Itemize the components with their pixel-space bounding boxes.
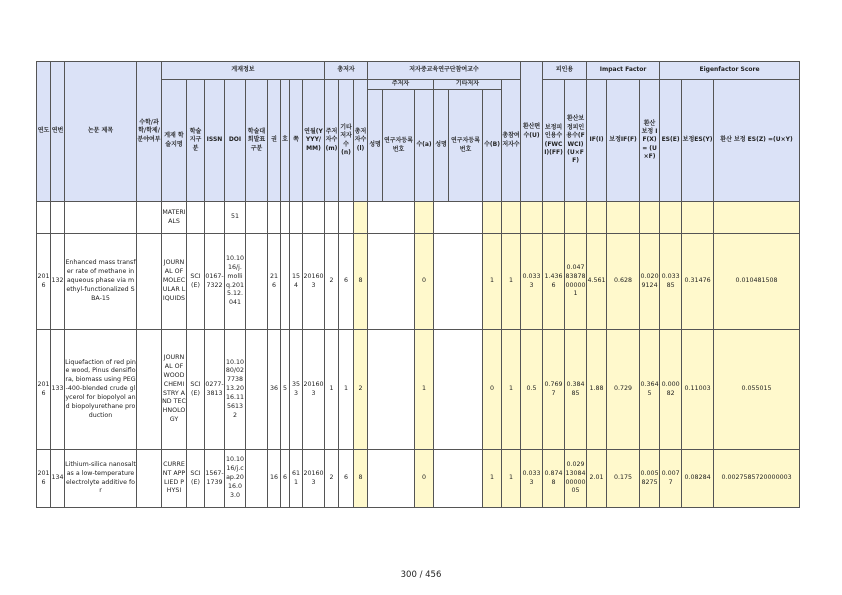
header-serial: 연번 [51, 62, 65, 202]
cell-primary-reg [383, 202, 415, 234]
header-if: IF(I) [587, 80, 607, 202]
cell-es-corrected: 0.11003 [682, 330, 714, 450]
cell-fwci: 0.8748 [543, 450, 565, 508]
research-paper-table [36, 61, 800, 508]
cell-fwci-converted: 0.029130840000005 [565, 450, 587, 508]
header-volume: 권 [268, 80, 281, 202]
header-fwci: 보정피인용수(FWCI)(FF) [543, 80, 565, 202]
cell-serial: 132 [51, 234, 65, 330]
cell-main-author-count: 1 [325, 330, 339, 450]
cell-primary-name [368, 202, 383, 234]
header-if-converted: 환산 보정 IF(X) = (U×F) [640, 80, 660, 202]
header-score: 환산편수(U) [521, 62, 543, 202]
header-other-reg: 연구자등록번호 [449, 90, 483, 202]
cell-es [660, 202, 682, 234]
cell-other-name [434, 450, 449, 508]
cell-doi: 51 [225, 202, 246, 234]
cell-other-count: 0 [483, 330, 502, 450]
cell-edu [246, 330, 268, 450]
cell-if: 4.561 [587, 234, 607, 330]
cell-doi: 10.1016/j.cap.2016.03.0 [225, 450, 246, 508]
cell-primary-reg [383, 234, 415, 330]
cell-score: 0.0333 [521, 234, 543, 330]
cell-volume [268, 202, 281, 234]
cell-fwci-converted: 0.38485 [565, 330, 587, 450]
cell-main-author-count [325, 202, 339, 234]
cell-journal: CURRENT APPLIED PHYSI [162, 450, 187, 508]
header-eigenfactor: Eigenfactor Score [660, 62, 800, 80]
cell-doi: 10.1016/j.molliq.2015.12.041 [225, 234, 246, 330]
cell-main-author-count: 2 [325, 234, 339, 330]
cell-issn: 1567-1739 [205, 450, 225, 508]
cell-es-corrected [682, 202, 714, 234]
cell-year [37, 202, 51, 234]
cell-issue [281, 234, 290, 330]
cell-fwci [543, 202, 565, 234]
cell-primary-count: 0 [415, 450, 434, 508]
cell-es-corrected: 0.31476 [682, 234, 714, 330]
header-primary-reg: 연구자등록번호 [383, 90, 415, 202]
cell-volume: 216 [268, 234, 281, 330]
cell-category: SCI(E) [187, 234, 205, 330]
cell-if [587, 202, 607, 234]
header-edu: 학술대회발표구분 [246, 80, 268, 202]
cell-primary-name [368, 234, 383, 330]
cell-primary-count: 0 [415, 234, 434, 330]
header-doi: DOI [225, 80, 246, 202]
cell-page: 353 [290, 330, 303, 450]
cell-other-author-count: 6 [339, 234, 354, 330]
cell-date: 201603 [303, 234, 325, 330]
cell-issn: 0167-7322 [205, 234, 225, 330]
cell-category [187, 202, 205, 234]
table-row [37, 450, 800, 508]
cell-other-name [434, 234, 449, 330]
cell-total-authors: 2 [354, 330, 368, 450]
cell-if-converted: 0.0209124 [640, 234, 660, 330]
cell-other-name [434, 330, 449, 450]
header-es: ES(E) [660, 80, 682, 202]
cell-su [137, 202, 162, 234]
cell-other-author-count [339, 202, 354, 234]
cell-category: SCI(E) [187, 330, 205, 450]
cell-other-count: 1 [483, 234, 502, 330]
cell-if: 2.01 [587, 450, 607, 508]
cell-if-converted: 0.3645 [640, 330, 660, 450]
cell-primary-reg [383, 330, 415, 450]
table-row [37, 234, 800, 330]
cell-title: Lithium-silica nanosalt as a low-temperature electrolyte additive for [65, 450, 137, 508]
cell-issn [205, 202, 225, 234]
cell-title [65, 202, 137, 234]
header-author-totals: 총저자 [325, 62, 368, 80]
cell-category: SCI(E) [187, 450, 205, 508]
cell-score: 0.5 [521, 330, 543, 450]
header-primary-author: 주저자 [368, 80, 434, 90]
cell-total-participants: 1 [502, 450, 521, 508]
cell-su [137, 450, 162, 508]
cell-journal: JOURNAL OF MOLECULAR LIQUIDS [162, 234, 187, 330]
cell-total-authors [354, 202, 368, 234]
table-row [37, 202, 800, 234]
header-participating-faculty: 저자중교육연구단참여교수 [368, 62, 521, 80]
cell-if-corrected: 0.175 [607, 450, 640, 508]
header-fwci-converted: 환산보정피인용수(FWCI)(U×FF) [565, 80, 587, 202]
cell-if: 1.88 [587, 330, 607, 450]
cell-volume: 16 [268, 450, 281, 508]
cell-date [303, 202, 325, 234]
cell-es: 0.0077 [660, 450, 682, 508]
header-other-author: 기타저자 [434, 80, 502, 90]
cell-fwci: 1.4366 [543, 234, 565, 330]
cell-year: 2016 [37, 234, 51, 330]
cell-issue: 5 [281, 330, 290, 450]
cell-score [521, 202, 543, 234]
cell-es-corrected: 0.08284 [682, 450, 714, 508]
cell-year: 2016 [37, 330, 51, 450]
cell-other-reg [449, 202, 483, 234]
header-total-authors: 총저자수(l) [354, 80, 368, 202]
cell-other-name [434, 202, 449, 234]
cell-title: Enhanced mass transfer rate of methane in aqueous phase via methyl-functionalized SBA-15 [65, 234, 137, 330]
cell-total-participants: 1 [502, 330, 521, 450]
cell-es: 0.03385 [660, 234, 682, 330]
cell-su [137, 330, 162, 450]
header-other-name: 성명 [434, 90, 449, 202]
cell-other-reg [449, 234, 483, 330]
cell-score: 0.0333 [521, 450, 543, 508]
cell-other-count [483, 202, 502, 234]
cell-title: Liquefaction of red pine wood, Pinus densiflora, biomass using PEG-400-blended crude glycerol for biopolyol and biopolyurethane production [65, 330, 137, 450]
header-citation: 피인용 [543, 62, 587, 80]
cell-fwci-converted: 0.04783878000001 [565, 234, 587, 330]
header-journal: 게재 학술지명 [162, 80, 187, 202]
header-es-corrected: 보정ES(Y) [682, 80, 714, 202]
header-main-author-count: 주저자수(m) [325, 80, 339, 202]
cell-total-authors: 8 [354, 234, 368, 330]
cell-journal: JOURNAL OF WOOD CHEMISTRY AND TECHNOLOGY [162, 330, 187, 450]
cell-issue [281, 202, 290, 234]
cell-primary-name [368, 450, 383, 508]
cell-if-converted: 0.0058275 [640, 450, 660, 508]
cell-total-authors: 8 [354, 450, 368, 508]
cell-other-reg [449, 450, 483, 508]
cell-total-participants: 1 [502, 234, 521, 330]
cell-other-reg [449, 330, 483, 450]
header-issn: ISSN [205, 80, 225, 202]
cell-other-author-count: 1 [339, 330, 354, 450]
header-primary-count: 수(a) [415, 90, 434, 202]
cell-doi: 10.1080/02773813.2016.1156132 [225, 330, 246, 450]
cell-other-count: 1 [483, 450, 502, 508]
header-date: 연월(YYYY/MM) [303, 80, 325, 202]
cell-primary-count [415, 202, 434, 234]
cell-main-author-count: 2 [325, 450, 339, 508]
cell-fwci: 0.7697 [543, 330, 565, 450]
cell-serial: 133 [51, 330, 65, 450]
cell-edu [246, 202, 268, 234]
cell-if-corrected: 0.729 [607, 330, 640, 450]
header-primary-name: 성명 [368, 90, 383, 202]
header-es-converted: 환산 보정 ES(Z) =(U×Y) [714, 80, 800, 202]
cell-primary-reg [383, 450, 415, 508]
cell-journal: MATERIALS [162, 202, 187, 234]
cell-page [290, 202, 303, 234]
cell-date: 201603 [303, 450, 325, 508]
header-year: 연도 [37, 62, 51, 202]
cell-total-participants [502, 202, 521, 234]
header-other-author-count: 기타저자수(n) [339, 80, 354, 202]
cell-es-converted: 0.010481508 [714, 234, 800, 330]
table-body [37, 202, 800, 508]
cell-if-converted [640, 202, 660, 234]
header-publication-info: 게재정보 [162, 62, 325, 80]
cell-es-converted [714, 202, 800, 234]
cell-if-corrected [607, 202, 640, 234]
cell-page: 154 [290, 234, 303, 330]
header-if-corrected: 보정IF(F) [607, 80, 640, 202]
cell-edu [246, 234, 268, 330]
cell-issn: 0277-3813 [205, 330, 225, 450]
header-category: 학술지구분 [187, 80, 205, 202]
cell-date: 201603 [303, 330, 325, 450]
cell-year: 2016 [37, 450, 51, 508]
cell-primary-name [368, 330, 383, 450]
header-impact-factor: Impact Factor [587, 62, 660, 80]
cell-serial: 134 [51, 450, 65, 508]
cell-es-converted: 0.0027585720000003 [714, 450, 800, 508]
cell-other-author-count: 6 [339, 450, 354, 508]
cell-es: 0.00082 [660, 330, 682, 450]
header-su-flag: 수학/과학/학제/분야여부 [137, 62, 162, 202]
header-page: 쪽 [290, 80, 303, 202]
cell-su [137, 234, 162, 330]
header-issue: 호 [281, 80, 290, 202]
cell-page: 611 [290, 450, 303, 508]
cell-volume: 36 [268, 330, 281, 450]
header-other-count: 수(B) [483, 90, 502, 202]
header-paper-title: 논문 제목 [65, 62, 137, 202]
cell-es-converted: 0.055015 [714, 330, 800, 450]
table-row [37, 330, 800, 450]
cell-primary-count: 1 [415, 330, 434, 450]
cell-if-corrected: 0.628 [607, 234, 640, 330]
header-total-participants: 총참여저자수 [502, 80, 521, 202]
cell-issue: 6 [281, 450, 290, 508]
cell-serial [51, 202, 65, 234]
cell-fwci-converted [565, 202, 587, 234]
page-number: 300 / 456 [400, 570, 442, 580]
cell-edu [246, 450, 268, 508]
